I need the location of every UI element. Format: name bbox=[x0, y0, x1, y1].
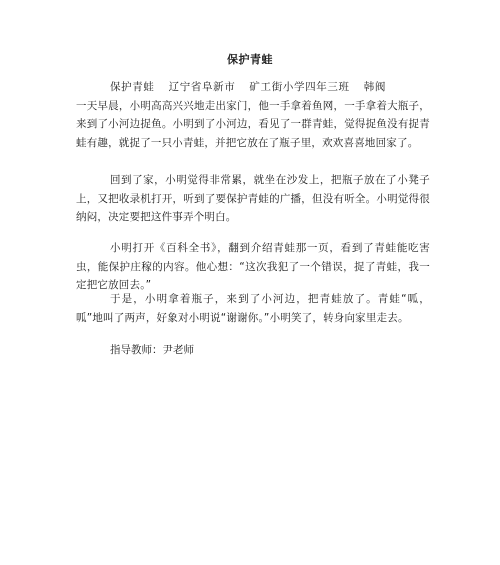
byline-author: 韩阀 bbox=[363, 81, 386, 93]
teacher-signature: 指导教师：尹老师 bbox=[110, 344, 194, 356]
paragraph-1 bbox=[76, 78, 430, 152]
byline-location: 辽宁省阜新市 bbox=[168, 81, 236, 93]
paragraph-3: 小明打开《百科全书》，翻到介绍青蛙那一页，看到了青蛙能吃害虫，能保护庄稼的内容。他心想：“这次我犯了一个错误，捉了青蛙，我一定把它放回去。” bbox=[76, 242, 430, 291]
byline-school: 矿工街小学四年三班 bbox=[249, 81, 350, 93]
paragraph-1-text: 一天早晨，小明高高兴兴地走出家门，他一手拿着鱼网，一手拿着大瓶子，来到了小河边捉鱼。小明到了小河边，看见了一群青蛙，觉得捉鱼没有捉青蛙有趣，就捉了一只小青蛙，并把它放在了瓶子里，欢欢喜喜地回家了。 bbox=[76, 99, 430, 149]
byline-title: 保护青蛙 bbox=[110, 81, 155, 93]
document-title: 保护青蛙 bbox=[227, 53, 273, 66]
paragraph-4: 于是，小明拿着瓶子，来到了小河边，把青蛙放了。青蛙“呱，呱”地叫了两声，好象对小明说“谢谢你。”小明笑了，转身向家里走去。 bbox=[76, 293, 430, 324]
paragraph-2: 回到了家，小明觉得非常累，就坐在沙发上，把瓶子放在了小凳子上，又把收录机打开，听到了要保护青蛙的广播，但没有听全。小明觉得很纳闷，决定要把这件事弄个明白。 bbox=[76, 174, 430, 223]
